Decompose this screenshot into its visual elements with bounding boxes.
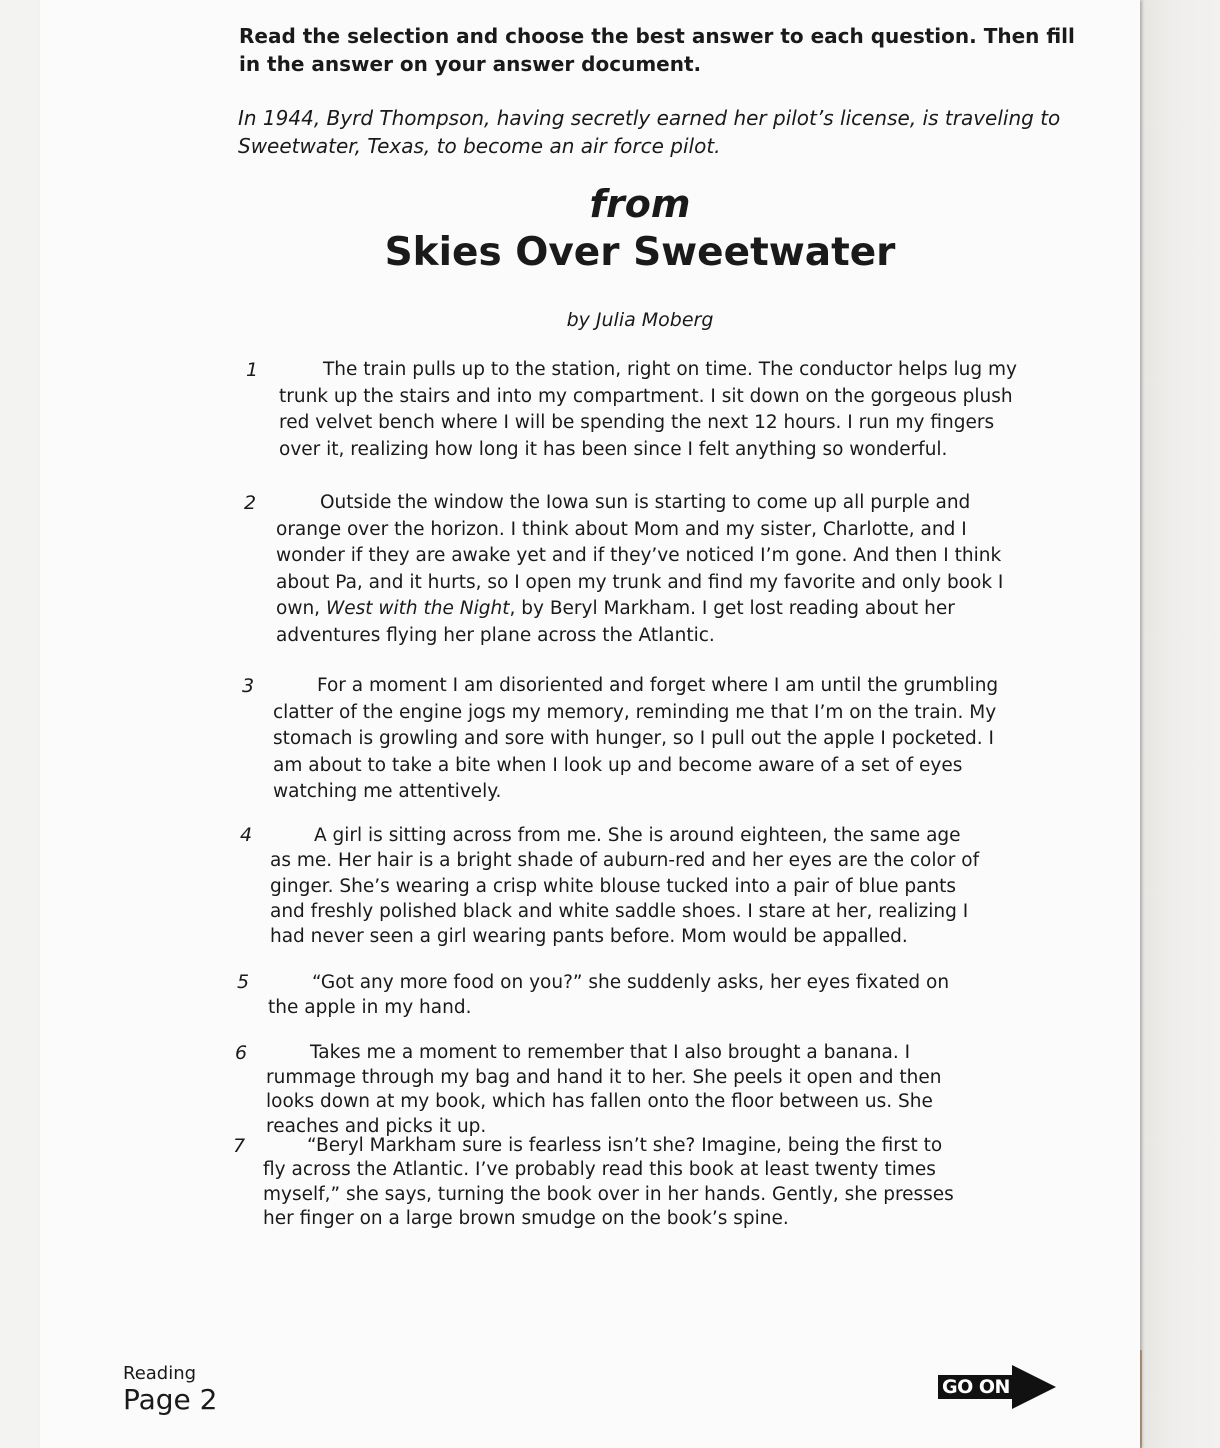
- paragraph-text: For a moment I am disoriented and forget where I am until the grumbling clatter of the engine jogs my memory, reminding me that I’m on the train. My stomach is growling and sore with hunger, so I pull out the apple I pocketed. I am about to take a bite when I look up and become aware of a set of eyes watching me attentively.: [273, 675, 999, 802]
- paragraph-text-start: Outside the window the Iowa sun is starting to come up all purple and orange over the horizon. I think about Mom and my sister, Charlotte, and I wonder if they are awake yet and if they’ve noticed I’m gone. And then I think about Pa, and it hurts, so I open my trunk and find my favorite and only book I own,: [276, 492, 1004, 619]
- go-on-label: GO ON: [938, 1375, 1014, 1399]
- title-prefix: from: [589, 182, 691, 226]
- paragraph-number: 1: [246, 359, 259, 381]
- instructions: Read the selection and choose the best answer to each question. Then fill in the answer on your answer document.: [239, 24, 1075, 76]
- paragraph-number: 4: [240, 824, 253, 846]
- section-label: Reading: [123, 1363, 197, 1384]
- paragraph-1: [246, 357, 1032, 463]
- paragraph-number: 6: [235, 1042, 248, 1064]
- paragraph-number: 5: [237, 971, 250, 993]
- go-on-indicator: [938, 1363, 1060, 1409]
- paragraph-6: [235, 1041, 993, 1139]
- paragraph-text: A girl is sitting across from me. She is around eighteen, the same age as me. Her hair is a bright shade of auburn-red and her eyes are the color of ginger. She’s wearing a crisp white blouse tucked into a pair of blue pants and freshly polished black and white saddle shoes. I stare at her, realizing I had never seen a girl wearing pants before. Mom would be appalled.: [270, 825, 980, 948]
- paragraph-text: “Got any more food on you?” she suddenly asks, her eyes fixated on the apple in my hand.: [268, 972, 950, 1018]
- paragraph-number: 3: [242, 675, 255, 697]
- paragraph-text: “Beryl Markham sure is fearless isn’t she? Imagine, being the first to fly across the Atlantic. I’ve probably read this book at least twenty times myself,” she says, turning the book over in her hands. Gently, she presses her finger on a large brown smudge on the book’s spine.: [263, 1135, 954, 1230]
- paragraph-text: The train pulls up to the station, right on time. The conductor helps lug my trunk up the stairs and into my compartment. I sit down on the gorgeous plush red velvet bench where I will be spending the next 12 hours. I run my fingers over it, realizing how long it has been since I felt anything so wonderful.: [279, 359, 1017, 460]
- paragraph-text-end: , by Beryl Markham. I get lost reading about her adventures flying her plane across the Atlantic.: [276, 598, 955, 646]
- book-title: West with the Night: [325, 598, 510, 619]
- paragraph-4: [240, 823, 980, 949]
- paragraph-text: Takes me a moment to remember that I also brought a banana. I rummage through my bag and hand it to her. She peels it open and then looks down at my book, which has fallen onto the floor between us. She reaches and picks it up.: [266, 1042, 942, 1137]
- byline: by Julia Moberg: [566, 309, 714, 331]
- paragraph-number: 7: [233, 1135, 246, 1157]
- paragraph-5: [237, 970, 967, 1020]
- passage-title: Skies Over Sweetwater: [384, 230, 896, 275]
- intro-text: In 1944, Byrd Thompson, having secretly earned her pilot’s license, is traveling to Sweetwater, Texas, to become an air force pilot.: [238, 106, 1061, 158]
- background-surface: [1140, 0, 1220, 1448]
- paragraph-7: [233, 1134, 968, 1232]
- paragraph-number: 2: [244, 492, 257, 514]
- paragraph-3: [242, 673, 1002, 806]
- paragraph-2: [244, 490, 1014, 649]
- page-number: Page 2: [123, 1383, 218, 1416]
- arrow-right-icon: [1012, 1365, 1056, 1409]
- paragraph-text: [276, 490, 1014, 649]
